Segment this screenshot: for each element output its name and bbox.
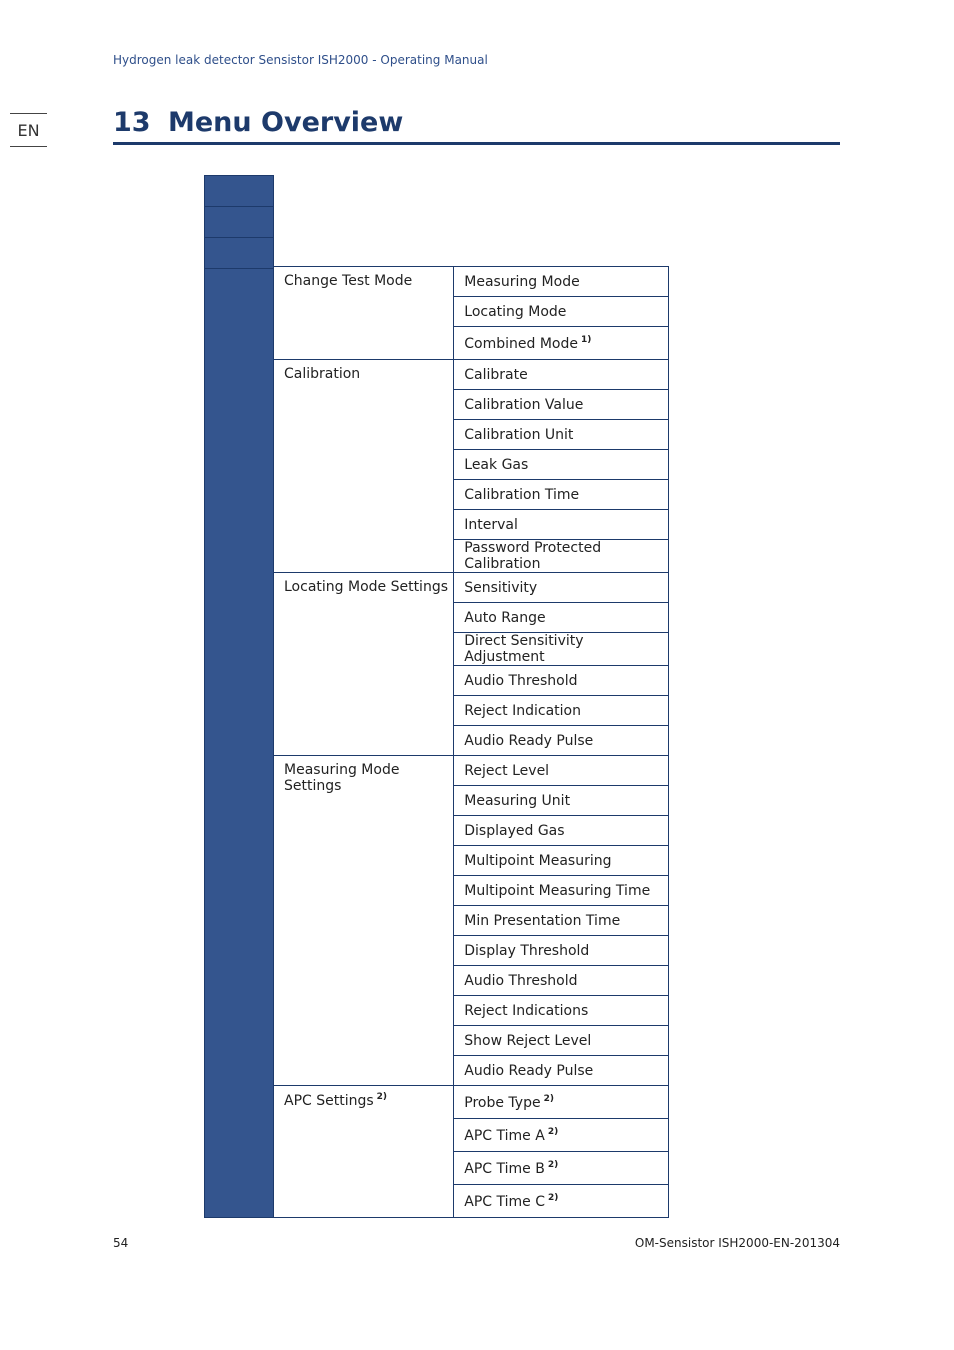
menu-item-label: Audio Threshold bbox=[464, 672, 578, 689]
menu-item-cell bbox=[454, 1026, 669, 1056]
menu-group-cell bbox=[274, 756, 454, 1086]
menu-item-label: Audio Ready Pulse bbox=[464, 732, 594, 749]
menu-item-label: Auto Range bbox=[464, 609, 546, 626]
menu-row bbox=[274, 360, 669, 390]
menu-group-label: Change Test Mode bbox=[284, 273, 413, 289]
menu-item-label: Displayed Gas bbox=[464, 822, 565, 839]
menu-item-label: Combined Mode bbox=[464, 335, 578, 352]
main-menu-column bbox=[204, 175, 274, 1218]
footnote-marker: 2) bbox=[548, 1192, 559, 1203]
chapter-title bbox=[113, 102, 840, 145]
menu-level-segment bbox=[205, 176, 273, 207]
menu-item-cell bbox=[454, 297, 669, 327]
document-code: OM-Sensistor ISH2000-EN-201304 bbox=[634, 1236, 840, 1250]
menu-item-cell bbox=[454, 876, 669, 906]
menu-tree-table bbox=[274, 266, 669, 1218]
menu-item-label: Reject Indication bbox=[464, 702, 581, 719]
menu-item-cell bbox=[454, 906, 669, 936]
menu-item-cell bbox=[454, 996, 669, 1026]
menu-item-cell bbox=[454, 666, 669, 696]
menu-row bbox=[274, 756, 669, 786]
running-header: Hydrogen leak detector Sensistor ISH2000 - Operating Manual bbox=[113, 53, 488, 67]
footnote-marker: 1) bbox=[581, 334, 592, 345]
menu-item-label: Measuring Unit bbox=[464, 792, 571, 809]
chapter-number: 13 bbox=[113, 106, 151, 138]
menu-item-label: Leak Gas bbox=[464, 456, 529, 473]
menu-item-cell bbox=[454, 756, 669, 786]
menu-item-label: Show Reject Level bbox=[464, 1032, 592, 1049]
menu-item-cell bbox=[454, 966, 669, 996]
menu-item-label: Audio Ready Pulse bbox=[464, 1062, 594, 1079]
menu-item-cell bbox=[454, 696, 669, 726]
menu-item-label: Direct Sensitivity Adjustment bbox=[464, 633, 584, 665]
menu-group-label: Locating Mode Settings bbox=[284, 579, 449, 595]
menu-row bbox=[274, 1086, 669, 1119]
menu-item-label: Display Threshold bbox=[464, 942, 590, 959]
menu-item-label: Reject Level bbox=[464, 762, 550, 779]
menu-item-cell bbox=[454, 1152, 669, 1185]
menu-item-cell bbox=[454, 603, 669, 633]
menu-item-cell bbox=[454, 450, 669, 480]
menu-item-label: Interval bbox=[464, 516, 518, 533]
menu-item-cell bbox=[454, 510, 669, 540]
menu-item-label: Multipoint Measuring bbox=[464, 852, 612, 869]
menu-group-label: APC Settings bbox=[284, 1093, 374, 1109]
menu-level-segment bbox=[205, 238, 273, 269]
menu-item-cell bbox=[454, 540, 669, 573]
menu-item-cell bbox=[454, 816, 669, 846]
menu-group-cell bbox=[274, 267, 454, 360]
menu-item-label: APC Time B bbox=[464, 1160, 545, 1177]
menu-item-label: Min Presentation Time bbox=[464, 912, 621, 929]
chapter-title-text: Menu Overview bbox=[168, 106, 404, 138]
menu-row bbox=[274, 573, 669, 603]
menu-item-cell bbox=[454, 633, 669, 666]
menu-item-label: Sensitivity bbox=[464, 579, 538, 596]
menu-item-label: APC Time C bbox=[464, 1193, 545, 1210]
menu-item-label: Probe Type bbox=[464, 1094, 541, 1111]
menu-item-cell bbox=[454, 327, 669, 360]
menu-item-label: Password Protected Calibration bbox=[464, 540, 602, 572]
menu-item-cell bbox=[454, 360, 669, 390]
menu-item-cell bbox=[454, 1086, 669, 1119]
menu-item-label: Calibration Time bbox=[464, 486, 580, 503]
menu-item-label: Calibration Unit bbox=[464, 426, 574, 443]
menu-item-label: Calibrate bbox=[464, 366, 528, 383]
menu-item-label: Locating Mode bbox=[464, 303, 567, 320]
footnote-marker: 2) bbox=[376, 1092, 388, 1102]
menu-group-cell bbox=[274, 573, 454, 756]
menu-item-label: APC Time A bbox=[464, 1127, 545, 1144]
page-number: 54 bbox=[113, 1236, 129, 1250]
menu-group-cell bbox=[274, 360, 454, 573]
menu-level-segment bbox=[205, 207, 273, 238]
footnote-marker: 2) bbox=[543, 1093, 554, 1104]
menu-item-cell bbox=[454, 390, 669, 420]
menu-item-label: Measuring Mode bbox=[464, 273, 580, 290]
menu-item-cell bbox=[454, 846, 669, 876]
menu-item-label: Multipoint Measuring Time bbox=[464, 882, 651, 899]
menu-item-cell bbox=[454, 420, 669, 450]
footnote-marker: 2) bbox=[547, 1126, 559, 1137]
menu-row bbox=[274, 267, 669, 297]
menu-item-label: Audio Threshold bbox=[464, 972, 578, 989]
menu-group-cell bbox=[274, 1086, 454, 1218]
language-tab: EN bbox=[10, 113, 47, 147]
menu-item-cell bbox=[454, 1185, 669, 1218]
menu-item-cell bbox=[454, 726, 669, 756]
menu-item-cell bbox=[454, 786, 669, 816]
menu-item-cell bbox=[454, 936, 669, 966]
menu-item-cell bbox=[454, 480, 669, 510]
menu-group-label: Measuring Mode Settings bbox=[284, 762, 400, 794]
menu-item-cell bbox=[454, 573, 669, 603]
footnote-marker: 2) bbox=[547, 1159, 559, 1170]
menu-group-label: Calibration bbox=[284, 366, 361, 382]
menu-item-label: Calibration Value bbox=[464, 396, 584, 413]
menu-item-cell bbox=[454, 1119, 669, 1152]
menu-item-label: Reject Indications bbox=[464, 1002, 589, 1019]
menu-item-cell bbox=[454, 267, 669, 297]
menu-item-cell bbox=[454, 1056, 669, 1086]
